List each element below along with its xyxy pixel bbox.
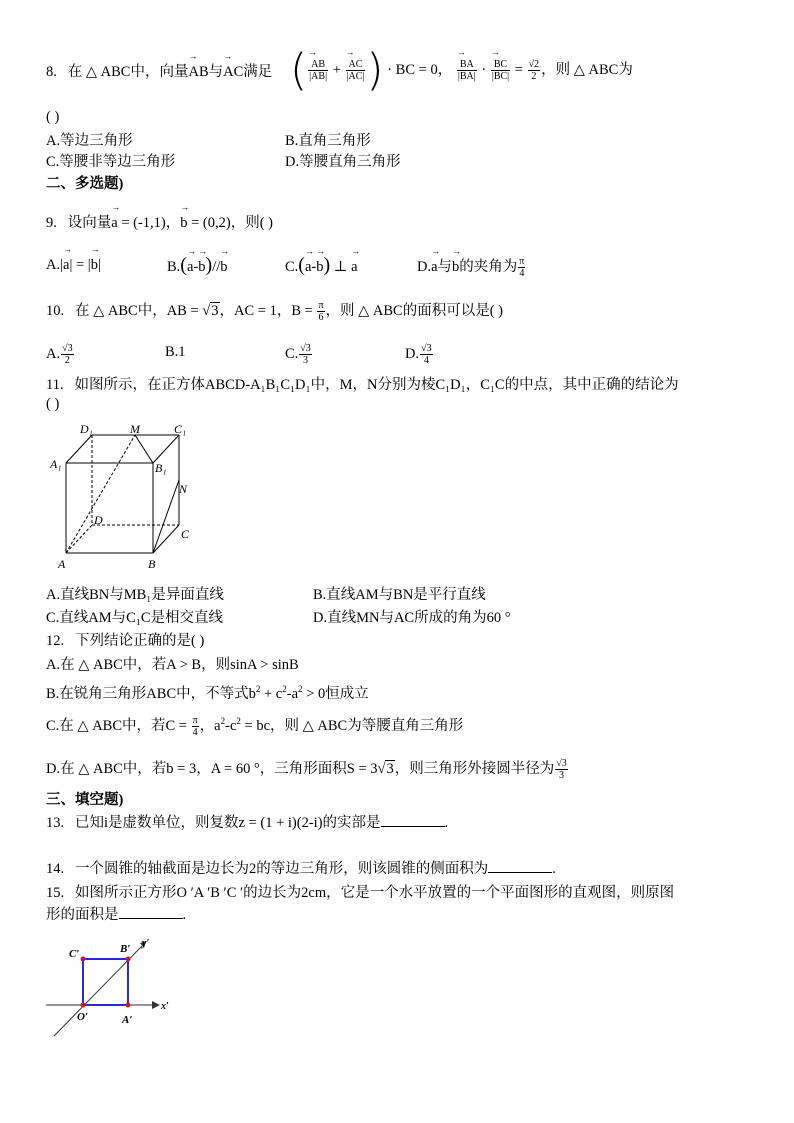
q12-opt-b-mid: + c [260, 685, 283, 702]
point-b-prime [126, 957, 131, 962]
q8-dot-bc: · BC = 0， [387, 62, 453, 78]
q14-answer-blank[interactable] [488, 872, 552, 873]
q10-sqrt3: √3 [202, 302, 219, 319]
q8-vec-ac: → AC [223, 63, 243, 81]
q13-line [46, 814, 448, 832]
q9-opt-d-label: D. [417, 258, 432, 275]
q8-number: 8. [46, 64, 57, 80]
q9-stem [46, 214, 273, 232]
q9-opt-a-vec-a: → a [63, 256, 69, 274]
q9-a-val: = (-1,1)， [121, 215, 181, 231]
label-a-prime: A′ [122, 1014, 133, 1026]
q10-option-b: B.1 [165, 344, 186, 360]
q10-number: 10. [46, 302, 65, 319]
cube-label-a: A [58, 557, 66, 571]
label-x-prime: x′ [161, 1001, 169, 1012]
q10-b-frac: $\frac{\pi}{6}$ [318, 300, 324, 323]
cube-label-d1: D₁ [80, 422, 93, 436]
q12-opt-b-sup1: 2 [255, 684, 261, 694]
q15-text: 如图所示正方形O ′A ′B ′C ′的边长为2cm，它是一个水平放置的一个平面图形的直观图，则原图 [75, 885, 675, 901]
q9-option-a: A.|→ a| = |→ b| [46, 256, 101, 274]
q9-lead: 设向量 [67, 215, 112, 231]
label-y-prime: y′ [142, 938, 150, 949]
section-2-heading: 二、多选题) [46, 176, 124, 192]
q8-left-paren: ( [290, 44, 308, 96]
q10-opt-a-label: A. [46, 345, 61, 362]
label-c-prime: C′ [69, 948, 80, 960]
q9-opt-c-label: C. [285, 259, 299, 275]
q15-answer-blank[interactable] [119, 918, 183, 919]
q9-opt-b-vec-b2: → b [220, 258, 227, 276]
cube-label-m: M [130, 422, 140, 436]
q14-line [46, 860, 556, 878]
q12-option-a: A.在 △ ABC中，若A > B，则sinA > sinB [46, 657, 299, 673]
q8-option-d: D.等腰直角三角形 [285, 154, 401, 170]
q12-opt-d-post: ，则三角形外接圆半径为 [394, 760, 555, 777]
q13-number: 13. [46, 815, 65, 831]
q12-stem [46, 632, 204, 650]
q9-opt-b-label: B. [167, 259, 181, 275]
q12-number: 12. [46, 633, 65, 649]
q11-text: 如图所示，在正方体ABCD-A₁B₁C₁D₁中，M，N分别为棱C₁D₁，C₁C的中点，其中正确的结论为 [74, 377, 679, 393]
q11-paren: ( ) [46, 396, 60, 412]
q12-opt-d-sqrt: √3 [377, 760, 394, 777]
q8-rhs: $\frac{√2}{2}$ [528, 59, 540, 83]
q8-tail: ，则 △ ABC为 [541, 62, 633, 78]
q13-text: 已知i是虚数单位，则复数z = (1 + i)(2-i)的实部是 [75, 815, 381, 831]
q12-opt-c-post: = bc，则 △ ABC为等腰直角三角形 [240, 717, 464, 734]
q12-opt-b-sup2: 2 [282, 684, 287, 694]
q9-opt-c-perp: ⊥ [333, 259, 348, 275]
q15-line2 [46, 906, 186, 924]
q8-frac4: → $\frac{BC}{|BC|}$ [491, 59, 510, 82]
cube-label-b1: B₁ [155, 461, 167, 475]
q12-text: 下列结论正确的是( ) [75, 633, 205, 649]
q10-option-c [285, 343, 313, 366]
q9-option-b: B.(→ a-→ b)//→ b [167, 256, 227, 276]
q14-end: . [552, 861, 556, 877]
q13-end: . [444, 815, 449, 831]
q9-opt-d-and: 与 [437, 258, 453, 275]
oblique-square-diagram [44, 936, 174, 1040]
point-c-prime [81, 957, 86, 962]
q9-vec-a: → a [111, 214, 117, 232]
q15-line1 [46, 884, 674, 902]
q9-opt-b-parallel: // [212, 259, 221, 275]
q10-opt-a-frac: $\frac{√3}{2}$ [62, 343, 73, 366]
q9-opt-a-vec-b: → b [91, 256, 98, 274]
q15-end: . [182, 907, 187, 923]
q8-frac1: → $\frac{AB}{|AB|}$ [308, 59, 328, 82]
q10-stem [46, 300, 503, 323]
cube-line-b-n [153, 480, 179, 553]
q10-opt-c-frac: $\frac{√3}{3}$ [300, 343, 311, 366]
q9-vec-b: → b [180, 214, 187, 232]
q8-dot: · [481, 62, 487, 78]
q11-option-b: B.直线AM与BN是平行直线 [313, 587, 486, 603]
q12-opt-c-mid2: -c [225, 717, 237, 734]
cube-label-n: N [179, 482, 188, 496]
q8-formula [290, 44, 633, 96]
q9-opt-d-vec-b: → b [452, 258, 459, 276]
q15-number: 15. [46, 885, 65, 901]
q12-opt-d-frac: $\frac{√3}{3}$ [556, 758, 567, 781]
q10-opt-d-label: D. [405, 345, 420, 362]
q12-opt-b-post: > 0恒成立 [302, 685, 369, 702]
q8-and: 与 [208, 64, 224, 80]
q10-option-a [46, 343, 75, 366]
q8-frac3: → $\frac{BA}{|BA|}$ [457, 59, 477, 82]
q9-opt-d-angle: 的夹角为 [459, 258, 518, 275]
q8-right-paren: ) [366, 44, 384, 96]
q8-option-c: C.等腰非等边三角形 [46, 154, 176, 170]
q11-option-d: D.直线MN与AC所成的角为60 ° [313, 610, 511, 626]
q8-eq: = [514, 62, 523, 78]
q12-option-d [46, 758, 569, 781]
point-o-prime [81, 1003, 86, 1008]
q14-number: 14. [46, 861, 65, 877]
q8-line [46, 63, 272, 81]
q12-opt-d-pre: D.在 △ ABC中，若b = 3，A = 60 °，三角形面积S = 3 [46, 760, 378, 777]
cube-label-a1: A₁ [50, 457, 62, 471]
cube-edge-b1-c1 [153, 435, 179, 463]
label-b-prime: B′ [120, 943, 131, 955]
q12-opt-c-mid: ，a [199, 717, 221, 734]
cube-diagram [46, 422, 206, 574]
q9-opt-b-vec-b: → b [198, 258, 205, 276]
cube-label-c: C [181, 527, 190, 541]
cube-hidden-a-m [66, 435, 135, 553]
q12-opt-b-sup3: 2 [298, 684, 303, 694]
cube-hidden-a-d [66, 525, 92, 553]
q14-text: 一个圆锥的轴截面是边长为2的等边三角形，则该圆锥的侧面积为 [75, 861, 489, 877]
q8-frac2: → $\frac{AC}{|AC|}$ [346, 59, 366, 82]
q11-option-c: C.直线AM与C₁C是相交直线 [46, 610, 224, 626]
cube-label-d: D [94, 513, 103, 527]
q12-opt-c-frac: $\frac{\pi}{4}$ [192, 715, 198, 738]
q9-opt-d-frac: $\frac{\pi}{4}$ [519, 256, 525, 279]
q12-opt-b-mid2: -a [286, 685, 299, 702]
x-axis-arrow-icon [152, 1001, 160, 1009]
q8-cond: 满足 [243, 64, 273, 80]
square-oabc [83, 959, 128, 1005]
q11-number: 11. [46, 377, 64, 393]
point-a-prime [126, 1003, 131, 1008]
q9-opt-b-vec-a: → a [187, 258, 193, 276]
q8-lead: 在 △ ABC中，向量 [67, 64, 189, 80]
q12-option-b [46, 680, 369, 703]
q12-opt-c-sup1: 2 [220, 716, 226, 726]
q10-lead: 在 △ ABC中，AB = [75, 302, 199, 319]
q12-opt-b-pre: B.在锐角三角形ABC中，不等式b [46, 685, 256, 702]
q8-vec-ab: → AB [188, 63, 208, 81]
q9-b-val: = (0,2)，则( ) [191, 215, 273, 231]
cube-edge-a1-d1 [66, 435, 92, 463]
q12-opt-c-pre: C.在 △ ABC中，若C = [46, 717, 187, 734]
label-o-prime: O′ [77, 1011, 89, 1023]
q10-opt-d-frac: $\frac{√3}{4}$ [421, 343, 432, 366]
q10-opt-c-label: C. [285, 345, 299, 362]
q12-opt-c-sup2: 2 [236, 716, 241, 726]
q10-mid: ，AC = 1，B = [219, 302, 313, 319]
cube-label-c1: C₁ [174, 422, 187, 436]
cube-edge-b-c [153, 525, 179, 553]
q10-option-d [405, 343, 434, 366]
q9-option-c: C.(→ a-→ b) ⊥ → a [285, 256, 358, 276]
q8-option-a: A.等边三角形 [46, 133, 133, 149]
q9-option-d [417, 256, 526, 279]
section-3-heading: 三、填空题) [46, 792, 124, 808]
q12-option-c [46, 712, 463, 738]
q11-option-a: A.直线BN与MB₁是异面直线 [46, 587, 224, 603]
q9-number: 9. [46, 215, 57, 231]
q9-opt-c-vec-b: → b [316, 258, 323, 276]
q15-text2: 形的面积是 [46, 907, 119, 923]
q9-opt-a-label: A. [46, 257, 61, 273]
cube-label-b: B [148, 557, 156, 571]
q8-plus: + [332, 62, 341, 78]
q9-opt-c-vec-a2: → a [351, 258, 357, 276]
q13-answer-blank[interactable] [381, 826, 445, 827]
q9-opt-d-vec-a: → a [431, 258, 437, 276]
q8-option-b: B.直角三角形 [285, 133, 371, 149]
q8-paren: ( ) [46, 109, 60, 125]
q9-opt-a-eq: = [75, 257, 85, 273]
q10-tail: ，则 △ ABC的面积可以是( ) [325, 302, 503, 319]
cube-line-m-b1 [135, 435, 153, 463]
q11-stem [46, 376, 679, 394]
q9-opt-c-vec-a: → a [305, 258, 311, 276]
